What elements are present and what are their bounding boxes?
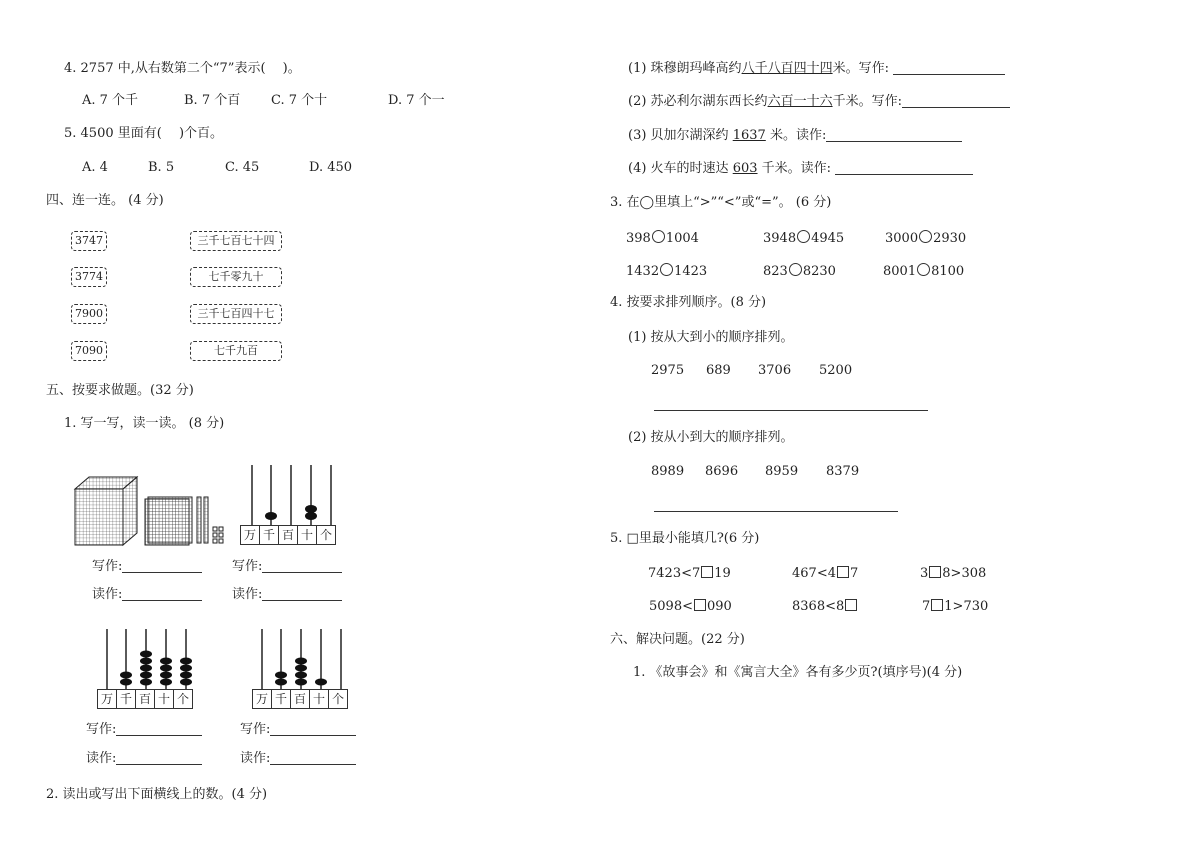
question-5-title: 5. □里最小能填几?(6 分) bbox=[610, 531, 760, 546]
question-2: 2. 读出或写出下面横线上的数。(4 分) bbox=[46, 787, 268, 802]
number: 8379 bbox=[826, 464, 860, 479]
compare-circle[interactable] bbox=[917, 263, 930, 276]
word-box[interactable]: 七千零九十 bbox=[190, 267, 282, 287]
compare-item: 3948 4945 bbox=[763, 231, 845, 246]
word-box[interactable]: 七千九百 bbox=[190, 341, 282, 361]
write-label: 写作: bbox=[240, 723, 356, 736]
fill-item: 7423<7 19 bbox=[648, 566, 731, 581]
section-6-title: 六、解决问题。(22 分) bbox=[610, 632, 745, 647]
answer-blank[interactable] bbox=[826, 129, 962, 142]
question-3-title: 3. 在◯里填上“>”“<”或“=”。 (6 分) bbox=[610, 195, 832, 210]
word-box[interactable]: 三千七百七十四 bbox=[190, 231, 282, 251]
fill-item: 8368<8 bbox=[792, 599, 858, 613]
number-box[interactable]: 7900 bbox=[71, 304, 107, 324]
answer-blank[interactable] bbox=[835, 162, 973, 175]
section-4-title: 四、连一连。 (4 分) bbox=[46, 193, 164, 208]
option-b: B. 5 bbox=[148, 160, 175, 175]
compare-item: 398 1004 bbox=[626, 231, 699, 246]
compare-item: 1432 1423 bbox=[626, 264, 708, 279]
answer-blank[interactable] bbox=[116, 752, 202, 765]
compare-item: 8001 8100 bbox=[883, 264, 965, 279]
number: 5200 bbox=[819, 363, 853, 378]
option-a: A. 4 bbox=[82, 160, 108, 175]
number: 8989 bbox=[651, 464, 685, 479]
option-d: D. 7 个一 bbox=[388, 93, 445, 108]
answer-blank[interactable] bbox=[262, 588, 342, 601]
answer-blank[interactable] bbox=[122, 560, 202, 573]
read-label: 读作: bbox=[86, 752, 202, 765]
compare-circle[interactable] bbox=[797, 230, 810, 243]
write-label: 写作: bbox=[232, 560, 342, 573]
fill-box[interactable] bbox=[694, 599, 706, 611]
word-box[interactable]: 三千七百四十七 bbox=[190, 304, 282, 324]
option-b: B. 7 个百 bbox=[184, 93, 241, 108]
write-label: 写作: bbox=[92, 560, 202, 573]
section-6-question-1: 1. 《故事会》和《寓言大全》各有多少页?(填序号)(4 分) bbox=[633, 665, 963, 680]
number-box[interactable]: 7090 bbox=[71, 341, 107, 361]
number: 2975 bbox=[651, 363, 685, 378]
fill-box[interactable] bbox=[931, 599, 943, 611]
number-box[interactable]: 3747 bbox=[71, 231, 107, 251]
read-label: 读作: bbox=[92, 588, 202, 601]
number: 689 bbox=[706, 363, 731, 378]
answer-blank[interactable] bbox=[902, 95, 1010, 108]
question-4-title: 4. 按要求排列顺序。(8 分) bbox=[610, 295, 767, 310]
abacus-place-labels: 万 千 百 十 个 bbox=[252, 689, 348, 709]
answer-line[interactable] bbox=[654, 511, 898, 512]
answer-blank[interactable] bbox=[116, 723, 202, 736]
sub-question-2: (2) 按从小到大的顺序排列。 bbox=[628, 430, 794, 445]
abacus-image bbox=[252, 627, 352, 689]
compare-circle[interactable] bbox=[660, 263, 673, 276]
question-5: 5. 4500 里面有( )个百。 bbox=[64, 126, 224, 141]
abacus-place-labels: 万 千 百 十 个 bbox=[97, 689, 193, 709]
compare-item: 3000 2930 bbox=[885, 231, 967, 246]
fill-item: 5098< 090 bbox=[649, 599, 732, 614]
answer-blank[interactable] bbox=[270, 723, 356, 736]
fill-item: 467<4 7 bbox=[792, 566, 859, 581]
number: 3706 bbox=[758, 363, 792, 378]
number-box[interactable]: 3774 bbox=[71, 267, 107, 287]
number: 8696 bbox=[705, 464, 739, 479]
abacus-image bbox=[97, 627, 197, 689]
option-c: C. 45 bbox=[225, 160, 260, 175]
number: 8959 bbox=[765, 464, 799, 479]
fill-item: 7 1>730 bbox=[922, 599, 989, 614]
abacus-place-labels: 万 千 百 十 个 bbox=[240, 525, 336, 545]
answer-blank[interactable] bbox=[262, 560, 342, 573]
answer-blank[interactable] bbox=[893, 62, 1005, 75]
fill-box[interactable] bbox=[845, 599, 857, 611]
read-write-item-1: (1) 珠穆朗玛峰高约八千八百四十四米。写作: bbox=[628, 62, 1005, 75]
answer-line[interactable] bbox=[654, 410, 928, 411]
place-value-blocks-image bbox=[73, 475, 233, 547]
abacus-image bbox=[240, 463, 350, 525]
fill-box[interactable] bbox=[929, 566, 941, 578]
compare-circle[interactable] bbox=[919, 230, 932, 243]
read-write-item-2: (2) 苏必利尔湖东西长约六百一十六千米。写作: bbox=[628, 95, 1010, 108]
sub-question-1: 1. 写一写，读一读。 (8 分) bbox=[64, 416, 225, 431]
compare-circle[interactable] bbox=[789, 263, 802, 276]
question-4: 4. 2757 中,从右数第二个“7”表示( )。 bbox=[64, 61, 301, 76]
read-write-item-3: (3) 贝加尔湖深约 1637 米。读作: bbox=[628, 129, 962, 142]
fill-box[interactable] bbox=[837, 566, 849, 578]
option-a: A. 7 个千 bbox=[82, 93, 139, 108]
answer-blank[interactable] bbox=[122, 588, 202, 601]
compare-item: 823 8230 bbox=[763, 264, 836, 279]
fill-box[interactable] bbox=[701, 566, 713, 578]
read-label: 读作: bbox=[240, 752, 356, 765]
fill-item: 3 8>308 bbox=[920, 566, 987, 581]
answer-blank[interactable] bbox=[270, 752, 356, 765]
compare-circle[interactable] bbox=[652, 230, 665, 243]
option-d: D. 450 bbox=[309, 160, 353, 175]
write-label: 写作: bbox=[86, 723, 202, 736]
sub-question-1: (1) 按从大到小的顺序排列。 bbox=[628, 330, 794, 345]
section-5-title: 五、按要求做题。(32 分) bbox=[46, 383, 194, 398]
read-label: 读作: bbox=[232, 588, 342, 601]
read-write-item-4: (4) 火车的时速达 603 千米。读作: bbox=[628, 162, 973, 175]
option-c: C. 7 个十 bbox=[271, 93, 328, 108]
